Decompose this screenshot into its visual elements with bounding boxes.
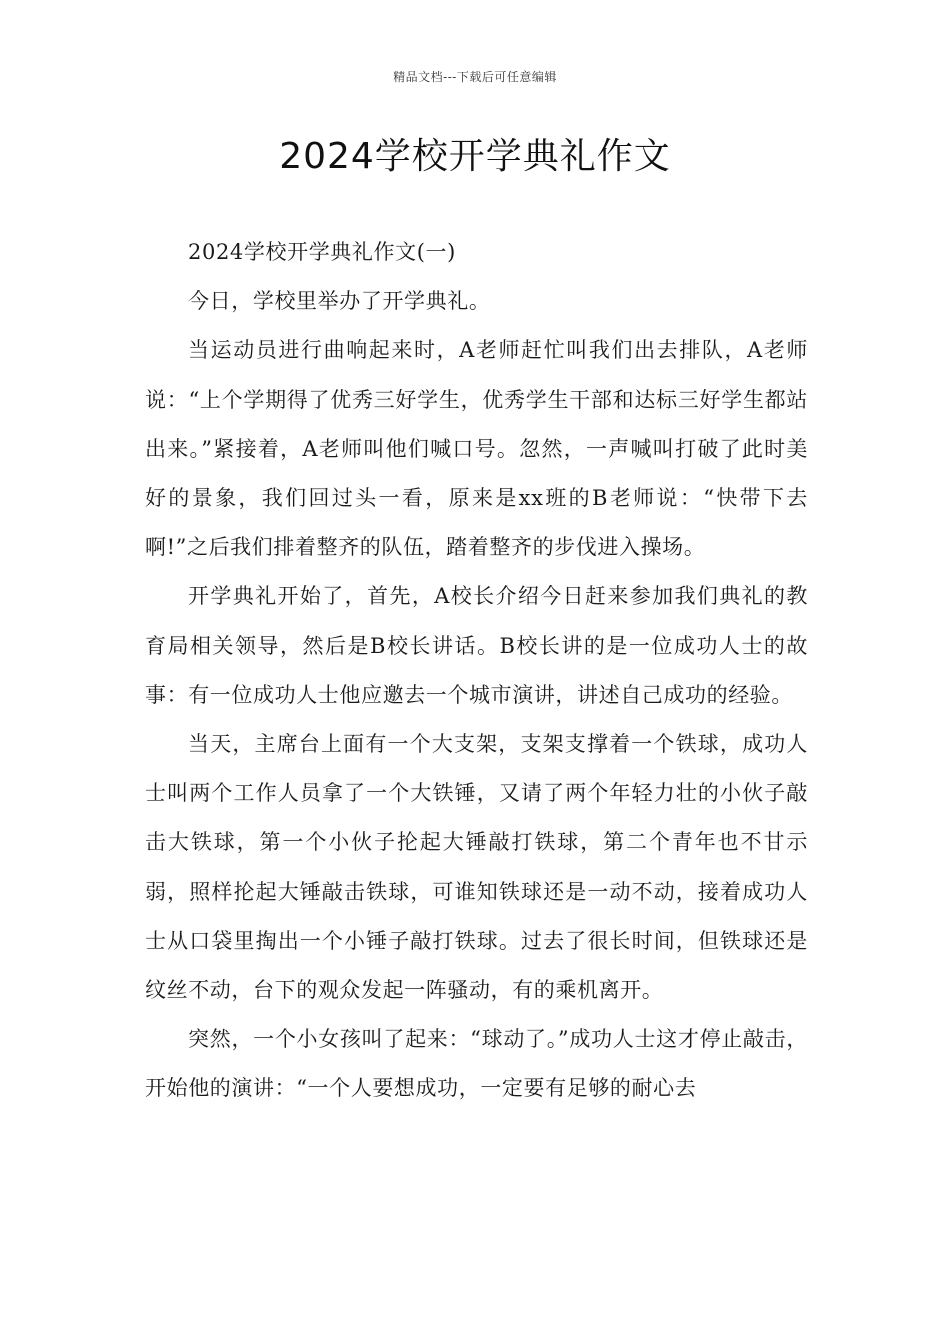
paragraph: 当运动员进行曲响起来时，A老师赶忙叫我们出去排队，A老师说：“上个学期得了优秀三好学生，优秀学生干部和达标三好学生都站出来。”紧接着，A老师叫他们喊口号。忽然，一声喊叫打破了此时美好的景象，我们回过头一看，原来是xx班的B老师说：“快带下去啊!”之后我们排着整齐的队伍，踏着整齐的步伐进入操场。 [145, 338, 808, 560]
paragraph: 突然，一个小女孩叫了起来：“球动了。”成功人士这才停止敲击，开始他的演讲：“一个人要想成功，一定要有足够的耐心去 [145, 1027, 808, 1101]
document-body [145, 228, 808, 1114]
document-title: 2024学校开学典礼作文 [279, 136, 671, 177]
paragraph: 当天，主席台上面有一个大支架，支架支撑着一个铁球，成功人士叫两个工作人员拿了一个大铁锤，又请了两个年轻力壮的小伙子敲击大铁球，第一个小伙子抡起大锤敲打铁球，第二个青年也不甘示弱，照样抡起大锤敲击铁球，可谁知铁球还是一动不动，接着成功人士从口袋里掏出一个小锤子敲打铁球。过去了很长时间，但铁球还是纹丝不动，台下的观众发起一阵骚动，有的乘机离开。 [145, 732, 808, 1003]
paragraph: 今日，学校里举办了开学典礼。 [188, 289, 491, 314]
paragraph-subtitle: 2024学校开学典礼作文(一) [188, 240, 456, 264]
header-note: 精品文档---下载后可任意编辑 [393, 70, 557, 84]
paragraph: 开学典礼开始了，首先，A校长介绍今日赶来参加我们典礼的教育局相关领导，然后是B校长讲话。B校长讲的是一位成功人士的故事：有一位成功人士他应邀去一个城市演讲，讲述自己成功的经验。 [145, 584, 808, 707]
